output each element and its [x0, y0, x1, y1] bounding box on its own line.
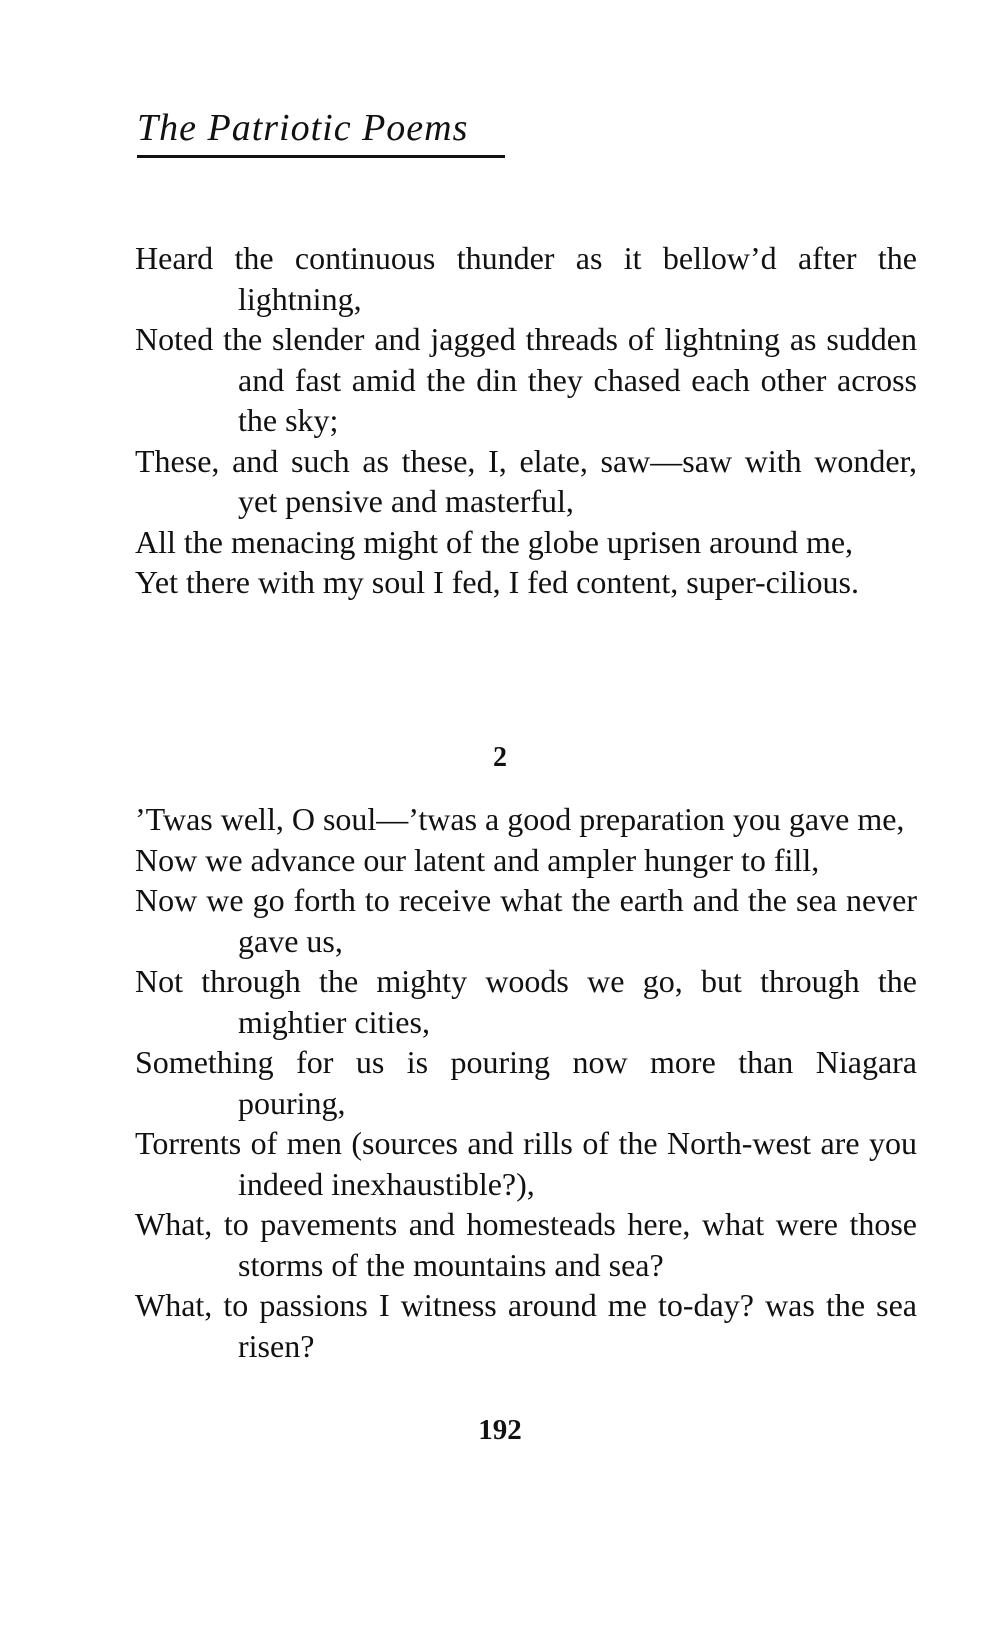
verse-line: Now we go forth to receive what the earth and the sea never gave us, — [135, 882, 917, 959]
stanza-1 — [135, 238, 917, 603]
verse-line: Something for us is pouring now more than Niagara pouring, — [135, 1044, 917, 1121]
verse-line: All the menacing might of the globe uprisen around me, — [135, 523, 854, 560]
page-number: 192 — [478, 1414, 522, 1446]
stanza-2 — [135, 799, 917, 1366]
verse-line: Now we advance our latent and ampler hunger to fill, — [135, 841, 820, 878]
section-number: 2 — [493, 742, 507, 773]
verse-line: Not through the mighty woods we go, but through the mightier cities, — [135, 963, 917, 1040]
verse-line: Heard the continuous thunder as it bellow’d after the lightning, — [135, 240, 917, 317]
verse-line: Torrents of men (sources and rills of the North-west are you indeed inexhaustible?), — [135, 1125, 917, 1202]
verse-line: Noted the slender and jagged threads of lightning as sudden and fast amid the din they chased each other across the sky; — [135, 321, 917, 438]
verse-line: What, to pavements and homesteads here, what were those storms of the mountains and sea? — [135, 1206, 917, 1283]
verse-line: What, to passions I witness around me to-day? was the sea risen? — [135, 1287, 917, 1364]
verse-line: ’Twas well, O soul—’twas a good preparation you gave me, — [135, 801, 905, 837]
running-head: The Patriotic Poems — [137, 103, 505, 158]
verse-line: Yet there with my soul I fed, I fed content, super-cilious. — [135, 564, 859, 600]
verse-line: These, and such as these, I, elate, saw—saw with wonder, yet pensive and masterful, — [135, 442, 917, 519]
